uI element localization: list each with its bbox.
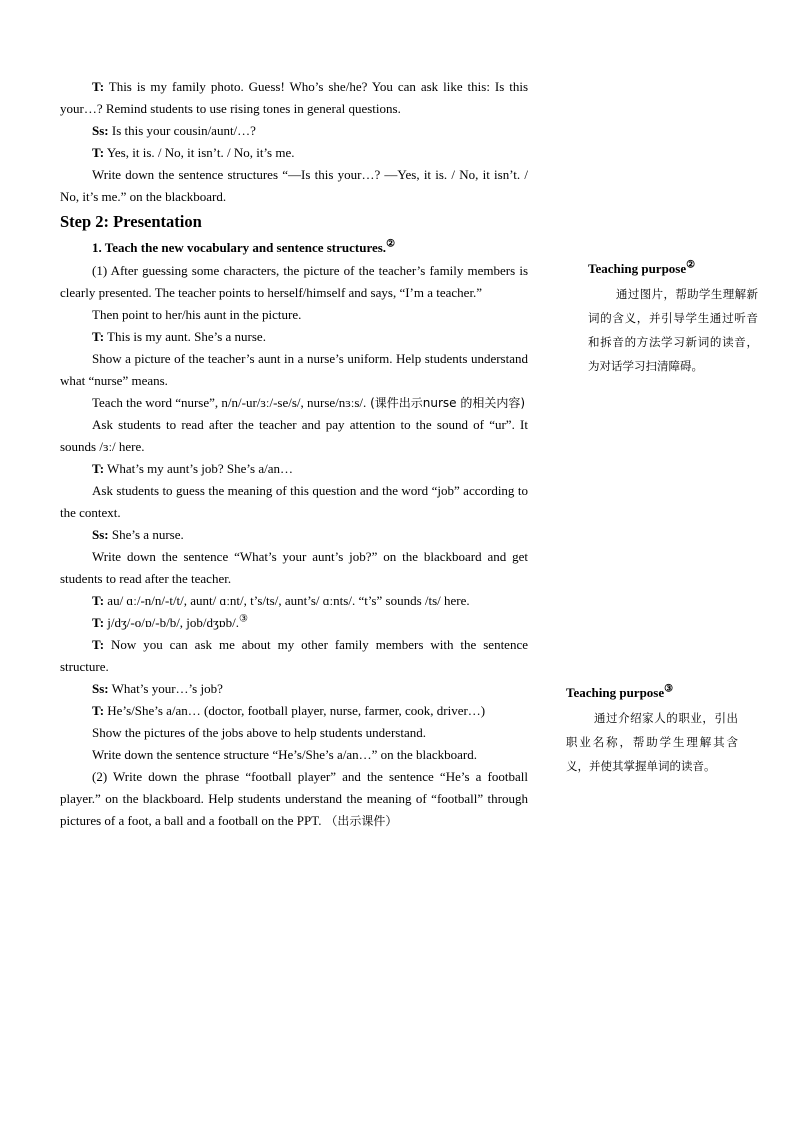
- paragraph: [60, 612, 528, 634]
- speaker-label: T:: [92, 615, 105, 630]
- paragraph: Show a picture of the teacher’s aunt in a nurse’s uniform. Help students understand what “nurse” means.: [60, 351, 528, 388]
- note-body: 通过图片，帮助学生理解新词的含义，并引导学生通过听音和拆音的方法学习新词的读音，为对话学习扫清障碍。: [588, 287, 758, 373]
- speaker-label: T:: [92, 703, 105, 718]
- main-content: [60, 76, 528, 832]
- paragraph: Write down the sentence structure “He’s/She’s a/an…” on the blackboard.: [92, 747, 478, 762]
- paragraph-text: This is my aunt. She’s a nurse.: [104, 329, 266, 344]
- speaker-label: T:: [92, 329, 105, 344]
- chinese-note: (课件出示nurse 的相关内容): [366, 396, 526, 410]
- teaching-purpose-note-1: [588, 258, 758, 378]
- speaker-label: Ss:: [92, 123, 109, 138]
- speaker-label: T:: [92, 461, 105, 476]
- speaker-label: T:: [92, 79, 105, 94]
- paragraph-text: She’s a nurse.: [108, 527, 184, 542]
- paragraph: Ask students to guess the meaning of this question and the word “job” according to the context.: [60, 483, 528, 520]
- speaker-label: T:: [92, 593, 105, 608]
- paragraph: Then point to her/his aunt in the picture.: [92, 307, 302, 322]
- paragraph-text: j/dʒ/-o/ɒ/-b/b/, job/dʒɒb/.: [104, 615, 239, 630]
- paragraph-text: What’s my aunt’s job? She’s a/an…: [104, 461, 294, 476]
- paragraph-text: (2) Write down the phrase “football player” and the sentence “He’s a football player.” on the blackboard. Help students understand the meaning of “football” through pictures of a foot, a ball and a football on the PPT.: [60, 769, 528, 828]
- speaker-label: Ss:: [92, 681, 109, 696]
- paragraph: [60, 634, 528, 678]
- footnote-mark: ③: [238, 613, 248, 625]
- footnote-mark: ③: [664, 683, 674, 695]
- note-heading-text: Teaching purpose: [588, 261, 687, 276]
- paragraph: Show the pictures of the jobs above to help students understand.: [92, 725, 426, 740]
- speaker-label: T:: [92, 145, 105, 160]
- paragraph: [60, 326, 528, 348]
- paragraph: [60, 392, 528, 414]
- paragraph: [60, 678, 528, 700]
- paragraph-text: Now you can ask me about my other family members with the sentence structure.: [60, 637, 528, 674]
- paragraph: [60, 524, 528, 546]
- sub-heading: [60, 236, 528, 260]
- paragraph: [60, 766, 528, 832]
- paragraph-text: Is this your cousin/aunt/…?: [108, 123, 256, 138]
- step-heading: Step 2: Presentation: [60, 212, 202, 231]
- footnote-mark: ②: [386, 238, 396, 250]
- paragraph: Ask students to read after the teacher and pay attention to the sound of “ur”. It sounds /ɜː/ here.: [60, 417, 528, 454]
- speaker-label: T:: [92, 637, 105, 652]
- paragraph-text: Teach the word “nurse”, n/n/-ur/ɜː/-se/s/, nurse/nɜːs/.: [92, 395, 367, 410]
- paragraph-text: au/ ɑː/-n/n/-t/t/, aunt/ ɑːnt/, t’s/ts/, aunt’s/ ɑːnts/. “t’s” sounds /ts/ here.: [104, 593, 470, 608]
- paragraph: [60, 142, 528, 164]
- paragraph: Write down the sentence “What’s your aunt’s job?” on the blackboard and get students to read after the teacher.: [60, 549, 528, 586]
- paragraph: (1) After guessing some characters, the picture of the teacher’s family members is clearly presented. The teacher points to herself/himself and says, “I’m a teacher.”: [60, 263, 528, 300]
- footnote-mark: ②: [686, 259, 696, 271]
- note-body: 通过介绍家人的职业，引出职业名称，帮助学生理解其含义，并使其掌握单词的读音。: [566, 711, 738, 773]
- paragraph: [60, 590, 528, 612]
- paragraph: [60, 700, 528, 722]
- speaker-label: Ss:: [92, 527, 109, 542]
- paragraph-text: This is my family photo. Guess! Who’s she/he? You can ask like this: Is this your…? Remind students to use rising tones in general questions.: [60, 79, 528, 116]
- paragraph: [60, 458, 528, 480]
- sub-heading-text: 1. Teach the new vocabulary and sentence structures.: [92, 240, 387, 255]
- paragraph: [60, 120, 528, 142]
- note-heading: [566, 682, 738, 704]
- paragraph: Write down the sentence structures “—Is this your…? —Yes, it is. / No, it isn’t. / No, it’s me.” on the blackboard.: [60, 167, 528, 204]
- paragraph-text: He’s/She’s a/an… (doctor, football player, nurse, farmer, cook, driver…): [104, 703, 486, 718]
- note-heading-text: Teaching purpose: [566, 685, 665, 700]
- paragraph-text: What’s your…’s job?: [108, 681, 223, 696]
- paragraph: [60, 76, 528, 120]
- note-heading: [588, 258, 758, 280]
- teaching-purpose-note-2: [566, 682, 738, 778]
- chinese-note: （出示课件）: [321, 814, 398, 828]
- paragraph-text: Yes, it is. / No, it isn’t. / No, it’s me.: [104, 145, 295, 160]
